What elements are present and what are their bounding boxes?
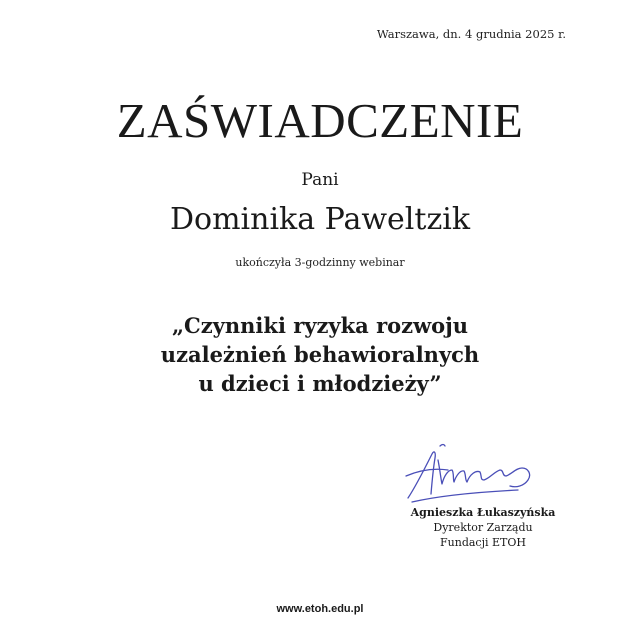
- place-date: Warszawa, dn. 4 grudnia 2025 r.: [376, 27, 566, 41]
- course-title-line-1: „Czynniki ryzyka rozwoju: [171, 313, 469, 338]
- certificate-title: ZAŚWIADCZENIE: [116, 93, 524, 148]
- salutation: Pani: [301, 170, 339, 190]
- recipient-name: Dominika Paweltzik: [169, 202, 471, 237]
- footer-website: www.etoh.edu.pl: [276, 603, 364, 615]
- signatory-organization: Fundacji ETOH: [440, 536, 526, 549]
- course-title-line-3: u dzieci i młodzieży”: [198, 371, 442, 396]
- course-title: [0, 311, 640, 398]
- completion-text: ukończyła 3-godzinny webinar: [235, 256, 405, 269]
- handwritten-signature: [398, 440, 558, 506]
- course-title-line-2: uzależnień behawioralnych: [160, 342, 480, 367]
- signatory-role: Dyrektor Zarządu: [433, 521, 533, 534]
- signatory-block: [383, 505, 583, 550]
- signatory-name: Agnieszka Łukaszyńska: [410, 506, 556, 519]
